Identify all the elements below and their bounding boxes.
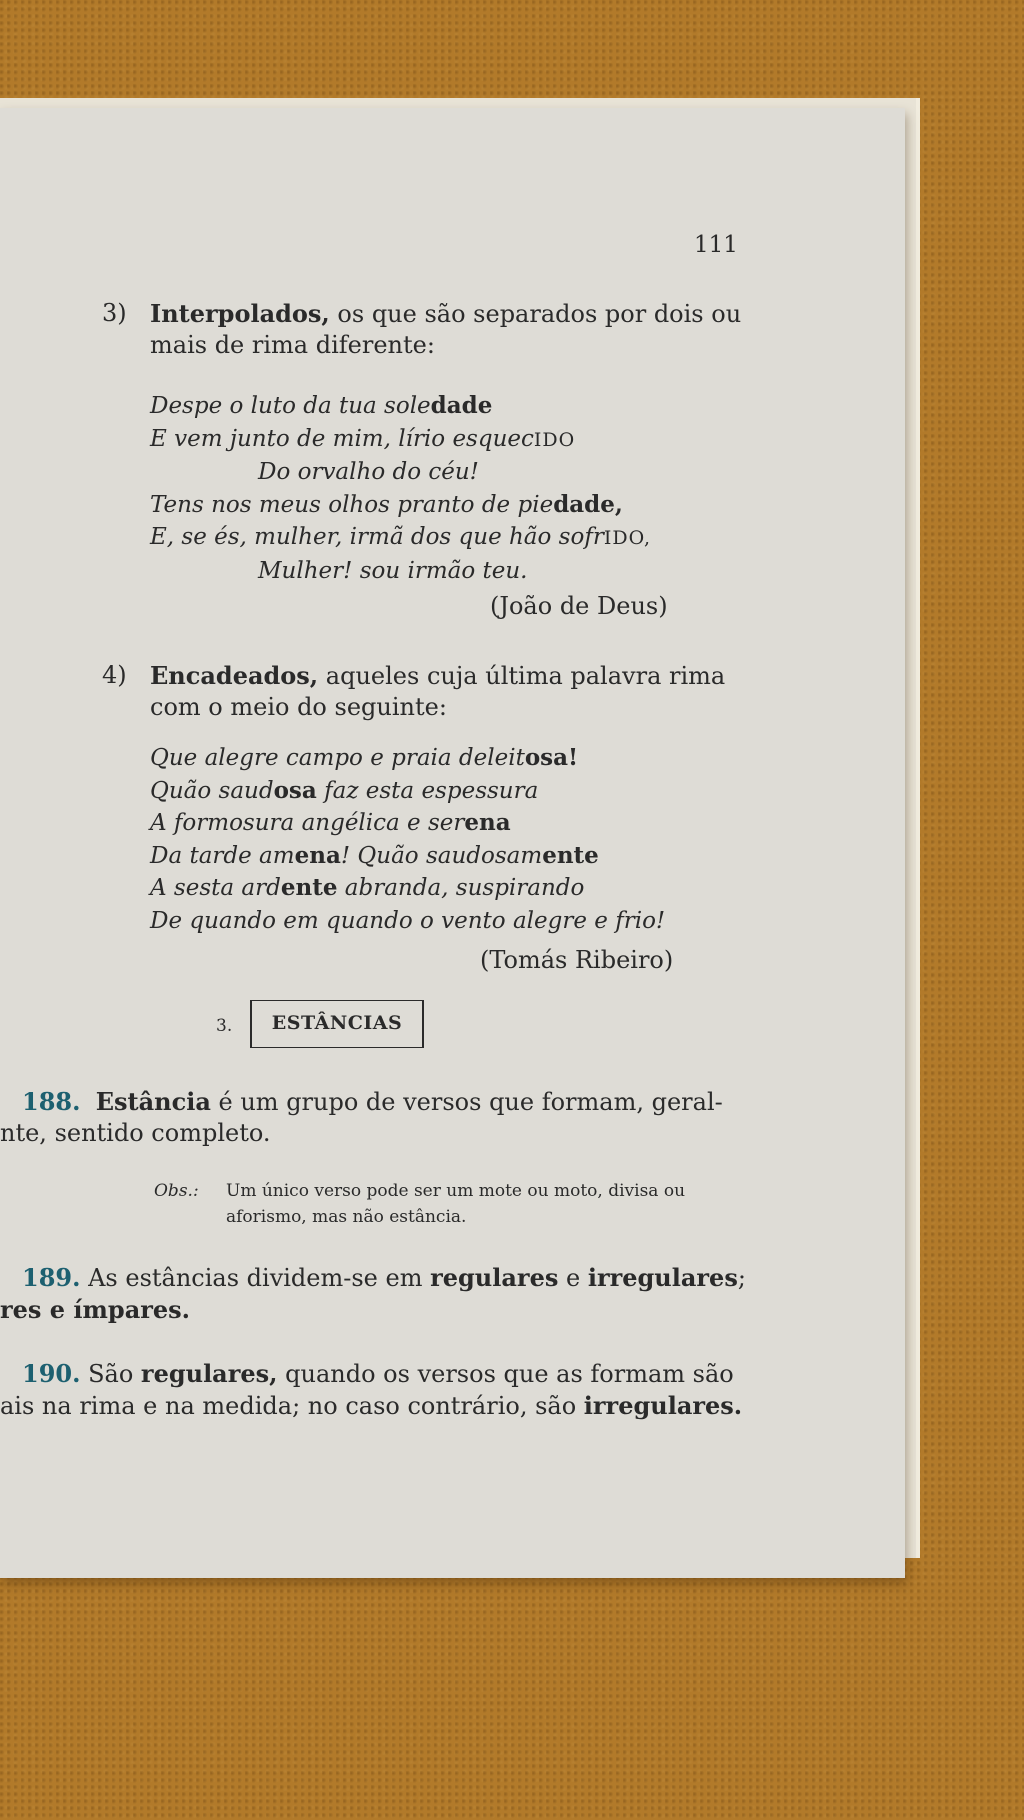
paragraph-188: [0, 1086, 740, 1149]
poem-line: Mulher! sou irmão teu.: [258, 557, 528, 584]
paragraph-line: 190. São regulares, quando os versos que as formam são: [22, 1359, 734, 1388]
poem-line: E, se és, mulher, irmã dos que hão sofrIDO,: [150, 524, 652, 550]
observation-note: [154, 1178, 734, 1230]
observation-label: Obs.:: [154, 1181, 199, 1201]
section-title: ESTÂNCIAS: [250, 1000, 424, 1048]
paragraph-line: nte, sentido completo.: [0, 1119, 271, 1147]
poem-author: (Tomás Ribeiro): [480, 946, 674, 974]
section-number: 3.: [216, 1016, 233, 1036]
item-text: [150, 660, 742, 723]
paragraph-term: Estância: [95, 1087, 211, 1116]
observation-text: Um único verso pode ser um mote ou moto, divisa ou aforismo, mas não estância.: [226, 1181, 686, 1227]
paragraph-line: res e ímpares.: [0, 1295, 191, 1324]
poem-line: De quando em quando o vento alegre e frio!: [150, 907, 666, 934]
paragraph-line: 188. Estância é um grupo de versos que formam, geral-: [22, 1087, 723, 1116]
page-number: 111: [694, 232, 738, 258]
paragraph-number: 188.: [22, 1087, 81, 1116]
poem-joao-de-deus: [150, 390, 710, 587]
item-number: 4): [102, 661, 127, 689]
paragraph-189: [0, 1262, 746, 1325]
paragraph-number: 190.: [22, 1359, 81, 1388]
item-text: [150, 298, 742, 361]
item-description: os que são separados por dois ou mais de rima diferente:: [150, 300, 742, 359]
paragraph-line: ais na rima e na medida; no caso contrário, são irregulares.: [0, 1391, 743, 1420]
poem-line: Da tarde amena! Quão saudosamente: [150, 841, 599, 869]
poem-line: Tens nos meus olhos pranto de piedade,: [150, 490, 623, 518]
book-page: [0, 108, 905, 1578]
item-term: Encadeados,: [150, 661, 319, 690]
item-interpolados: [102, 298, 742, 361]
poem-author: (João de Deus): [490, 592, 668, 620]
item-encadeados: [102, 660, 742, 723]
poem-tomas-ribeiro: [150, 742, 710, 937]
paragraph-number: 189.: [22, 1263, 81, 1292]
poem-line: Despe o luto da tua soledade: [150, 392, 493, 419]
item-term: Interpolados,: [150, 299, 330, 328]
poem-line: A sesta ardente abranda, suspirando: [150, 874, 585, 901]
item-description: aqueles cuja última palavra rima com o meio do seguinte:: [150, 662, 726, 721]
item-number: 3): [102, 299, 127, 327]
poem-line: E vem junto de mim, lírio esquecIDO: [150, 425, 576, 452]
poem-line: A formosura angélica e serena: [150, 809, 511, 836]
poem-line: Que alegre campo e praia deleitosa!: [150, 744, 579, 771]
poem-line: Do orvalho do céu!: [258, 459, 479, 485]
paragraph-190: [0, 1358, 743, 1422]
paragraph-line: 189. As estâncias dividem-se em regulares e irregulares;: [22, 1263, 746, 1292]
poem-line: Quão saudosa faz esta espessura: [150, 776, 539, 804]
